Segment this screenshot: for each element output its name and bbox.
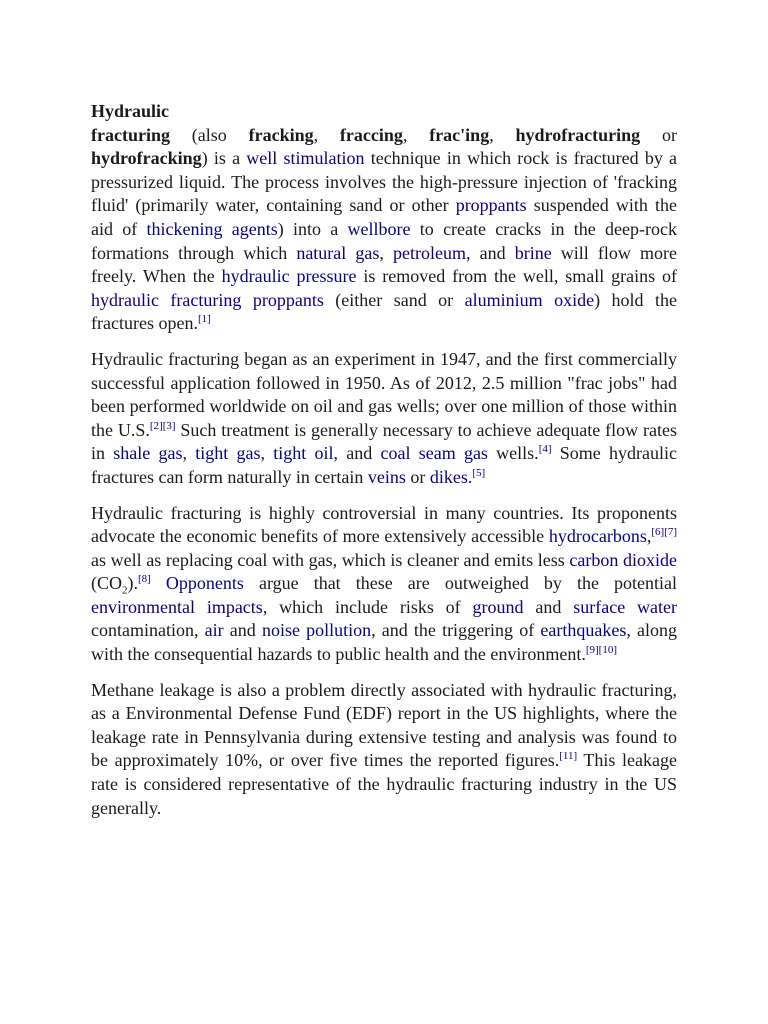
text-run: technique in which rock is fractured by a pressurized liquid. The process involves the high-pressure injection of 'fracking fluid' (primarily water, containing sand or other xyxy=(91,148,678,216)
text-run: contamination, xyxy=(91,620,205,641)
citation-8[interactable]: [8] xyxy=(138,573,151,586)
text-run: is removed from the well, small grains of xyxy=(356,266,677,287)
text-run: will flow more freely. When the xyxy=(91,242,677,287)
link-natural-gas[interactable]: natural gas xyxy=(296,242,380,263)
link-opponents[interactable]: Opponents xyxy=(165,573,244,594)
text-run: as well as replacing coal with gas, which is cleaner and emits less xyxy=(91,549,570,570)
text-run: to create cracks in the deep-rock formations through which xyxy=(91,218,677,263)
link-brine[interactable]: brine xyxy=(514,242,552,263)
text-run: argue that these are outweighed by the potential xyxy=(243,573,677,594)
text-run: , and the triggering of xyxy=(371,620,541,641)
article-body xyxy=(91,100,677,832)
text-run: (also xyxy=(169,124,249,145)
paragraph-intro xyxy=(91,124,677,336)
text-run: , xyxy=(646,526,652,547)
link-thickening-agents[interactable]: thickening agents xyxy=(146,218,278,239)
link-wellbore[interactable]: wellbore xyxy=(347,218,411,239)
text-run: Some hydraulic fractures can form naturally in certain xyxy=(91,443,677,487)
text-run: Such treatment is generally necessary to achieve adequate flow rates in xyxy=(91,419,677,464)
link-surface-water[interactable]: surface water xyxy=(573,596,678,617)
text-run: , along with the consequential hazards to public health and the environment. xyxy=(91,620,677,665)
link-coal-seam-gas[interactable]: coal seam gas xyxy=(380,443,488,464)
text-run: , and xyxy=(333,443,381,464)
link-petroleum[interactable]: petroleum xyxy=(393,242,466,263)
bold-term: frac'ing xyxy=(429,124,490,145)
link-noise-pollution[interactable]: noise pollution xyxy=(261,620,372,641)
text-run: and xyxy=(523,596,574,617)
bold-term: hydrofracturing xyxy=(515,124,641,145)
text-run: or xyxy=(640,124,677,145)
bold-term: fracking xyxy=(248,124,314,145)
text-run: , xyxy=(260,443,274,464)
citation-2-3[interactable]: [2][3] xyxy=(149,419,176,432)
link-tight-oil[interactable]: tight oil xyxy=(273,443,334,464)
link-shale-gas[interactable]: shale gas xyxy=(113,443,183,464)
text-run: and xyxy=(223,620,262,641)
text-run: , xyxy=(402,124,430,145)
text-run: , xyxy=(489,124,516,145)
text-run: (either sand or xyxy=(323,289,465,310)
subscript: 2 xyxy=(122,584,128,597)
link-hydraulic-fracturing-proppants[interactable]: hydraulic fracturing proppants xyxy=(91,289,324,310)
citation-1[interactable]: [1] xyxy=(197,313,211,326)
citation-5[interactable]: [5] xyxy=(472,466,486,479)
bold-term: hydrofracking xyxy=(91,148,202,169)
link-ground[interactable]: ground xyxy=(472,596,524,617)
paragraph-methane xyxy=(91,679,677,821)
link-proppants[interactable]: proppants xyxy=(455,195,527,216)
link-well-stimulation[interactable]: well stimulation xyxy=(246,148,365,169)
link-veins[interactable]: veins xyxy=(367,466,406,487)
link-dikes[interactable]: dikes xyxy=(429,466,468,487)
link-carbon-dioxide[interactable]: carbon dioxide xyxy=(569,549,677,570)
text-run: ). xyxy=(127,573,138,594)
link-tight-gas[interactable]: tight gas xyxy=(195,443,261,464)
bold-term: fracturing xyxy=(91,124,170,145)
text-run: , xyxy=(379,242,393,263)
text-run: . xyxy=(467,466,473,487)
text-run xyxy=(151,573,166,593)
text-run: , xyxy=(182,443,196,464)
text-run: , xyxy=(313,124,340,145)
citation-6-7[interactable]: [6][7] xyxy=(651,526,677,539)
citation-9-10[interactable]: [9][10] xyxy=(585,644,618,657)
link-earthquakes[interactable]: earthquakes xyxy=(540,620,627,641)
text-run: (CO xyxy=(91,573,122,594)
text-run: , which include risks of xyxy=(262,596,473,617)
text-run: Hydraulic fracturing began as an experiment in 1947, and the first commercially successful application followed in 1950. As of 2012, 2.5 million "frac jobs" had been performed worldwide on oil and gas wells; over one million of those within the U.S. xyxy=(91,348,677,440)
text-run: Methane leakage is also a problem directly associated with hydraulic fracturing, as a Environmental Defense Fund (EDF) report in the US highlights, where the leakage rate in Pennsylvania during extensive testing and analysis was found to be approximately 10%, or over five times the reported figures. xyxy=(91,679,677,771)
text-run: or xyxy=(405,466,430,487)
link-aluminium-oxide[interactable]: aluminium oxide xyxy=(464,289,595,310)
text-run: , and xyxy=(465,242,515,263)
paragraph-history xyxy=(91,348,677,490)
text-run: wells. xyxy=(487,443,539,464)
link-environmental-impacts[interactable]: environmental impacts xyxy=(91,596,263,617)
text-run: ) hold the fractures open. xyxy=(91,289,677,334)
text-run: ) into a xyxy=(277,218,348,239)
text-run: suspended with the aid of xyxy=(91,195,677,239)
article-title: Hydraulic xyxy=(91,101,170,121)
link-hydrocarbons[interactable]: hydrocarbons xyxy=(548,526,647,547)
text-run: Hydraulic fracturing is highly controversial in many countries. Its proponents advocate the economic benefits of more extensively accessible xyxy=(91,502,677,547)
text-run: This leakage rate is considered representative of the hydraulic fracturing industry in the US generally. xyxy=(91,750,677,818)
link-hydraulic-pressure[interactable]: hydraulic pressure xyxy=(221,266,357,287)
bold-term: fraccing xyxy=(339,124,403,145)
link-air[interactable]: air xyxy=(204,620,224,641)
paragraph-controversy xyxy=(91,502,677,667)
citation-11[interactable]: [11] xyxy=(559,750,578,763)
text-run: ) is a xyxy=(201,148,247,169)
citation-4[interactable]: [4] xyxy=(538,443,552,456)
